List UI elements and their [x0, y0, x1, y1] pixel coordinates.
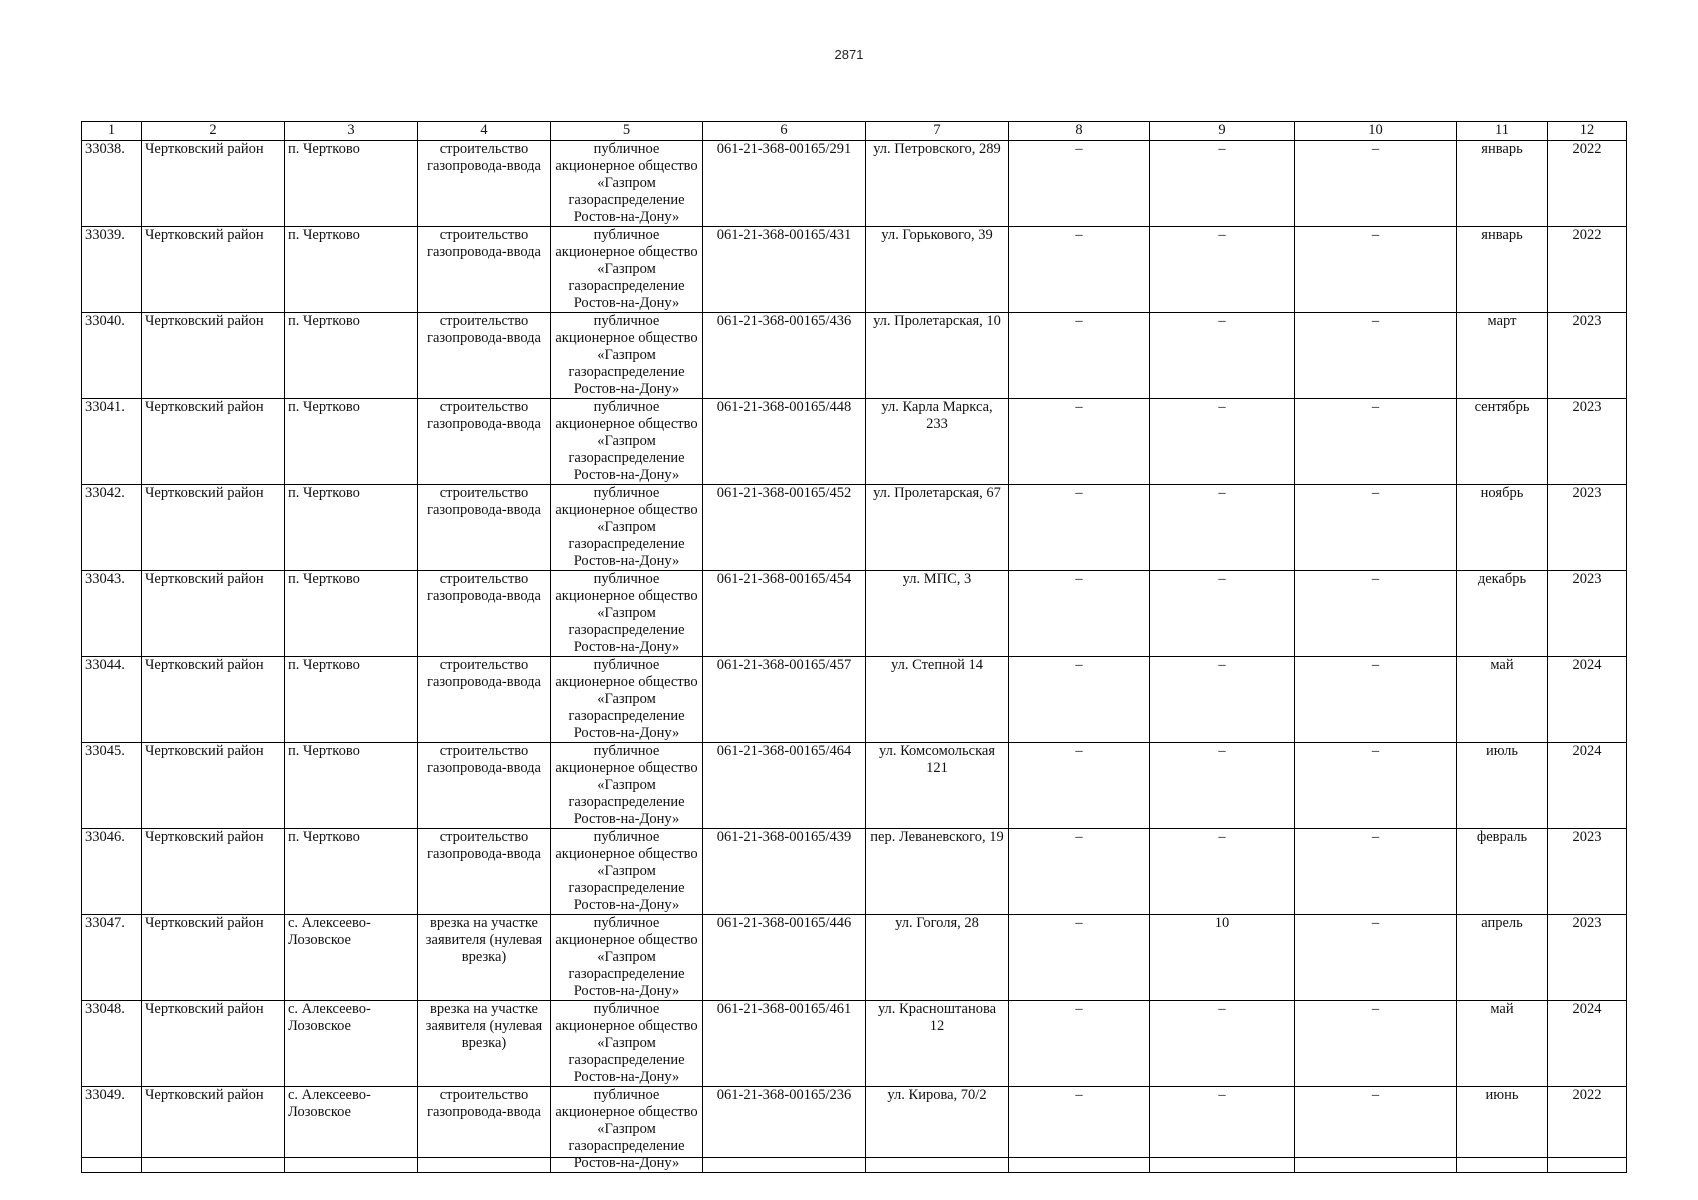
column-header-8: 8: [1009, 122, 1150, 141]
value-col-9-cell: –: [1150, 141, 1295, 227]
settlement-cell: с. Алексеево-Лозовское: [285, 1001, 418, 1087]
column-header-6: 6: [703, 122, 866, 141]
table-row: [82, 141, 1627, 227]
month-cell: июль: [1457, 743, 1548, 829]
year-cell: 2022: [1548, 227, 1627, 313]
registry-table-container: [81, 121, 1626, 1171]
district-cell: Чертковский район: [142, 829, 285, 915]
district-cell: Чертковский район: [142, 915, 285, 1001]
value-col-8-cell: –: [1009, 485, 1150, 571]
value-col-9-cell: –: [1150, 743, 1295, 829]
value-col-10-cell: –: [1295, 657, 1457, 743]
value-col-8-cell: –: [1009, 743, 1150, 829]
address-cell: ул. Красноштанова 12: [866, 1001, 1009, 1087]
organization-cell: публичное акционерное общество «Газпром газораспределение Ростов-на-Дону»: [551, 227, 703, 313]
organization-cell: публичное акционерное общество «Газпром газораспределение Ростов-на-Дону»: [551, 485, 703, 571]
settlement-cell: с. Алексеево-Лозовское: [285, 915, 418, 1001]
organization-cell: публичное акционерное общество «Газпром газораспределение Ростов-на-Дону»: [551, 399, 703, 485]
district-cell: Чертковский район: [142, 485, 285, 571]
table-body: [82, 141, 1627, 1173]
table-row: [82, 1087, 1627, 1173]
organization-cell: публичное акционерное общество «Газпром газораспределение Ростов-на-Дону»: [551, 1087, 703, 1173]
settlement-cell: п. Чертково: [285, 227, 418, 313]
year-cell: 2023: [1548, 571, 1627, 657]
value-col-10-cell: –: [1295, 485, 1457, 571]
row-number-cell: 33048.: [82, 1001, 142, 1087]
organization-cell: публичное акционерное общество «Газпром газораспределение Ростов-на-Дону»: [551, 657, 703, 743]
value-col-9-cell: –: [1150, 399, 1295, 485]
district-cell: Чертковский район: [142, 227, 285, 313]
work-type-cell: врезка на участке заявителя (нулевая врезка): [418, 1001, 551, 1087]
value-col-10-cell: –: [1295, 915, 1457, 1001]
month-cell: декабрь: [1457, 571, 1548, 657]
value-col-9-cell: –: [1150, 485, 1295, 571]
table-row: [82, 399, 1627, 485]
value-col-8-cell: –: [1009, 399, 1150, 485]
month-cell: апрель: [1457, 915, 1548, 1001]
organization-cell: публичное акционерное общество «Газпром газораспределение Ростов-на-Дону»: [551, 571, 703, 657]
value-col-8-cell: –: [1009, 141, 1150, 227]
settlement-cell: п. Чертково: [285, 141, 418, 227]
year-cell: 2023: [1548, 399, 1627, 485]
value-col-8-cell: –: [1009, 313, 1150, 399]
registration-number-cell: 061-21-368-00165/452: [703, 485, 866, 571]
month-cell: январь: [1457, 141, 1548, 227]
district-cell: Чертковский район: [142, 1087, 285, 1173]
district-cell: Чертковский район: [142, 743, 285, 829]
value-col-10-cell: –: [1295, 571, 1457, 657]
year-cell: 2023: [1548, 485, 1627, 571]
organization-cell: публичное акционерное общество «Газпром газораспределение Ростов-на-Дону»: [551, 915, 703, 1001]
registration-number-cell: 061-21-368-00165/439: [703, 829, 866, 915]
registration-number-cell: 061-21-368-00165/446: [703, 915, 866, 1001]
value-col-9-cell: –: [1150, 1001, 1295, 1087]
value-col-10-cell: –: [1295, 227, 1457, 313]
row-number-cell: 33043.: [82, 571, 142, 657]
month-cell: июнь: [1457, 1087, 1548, 1173]
table-row: [82, 1001, 1627, 1087]
address-cell: ул. МПС, 3: [866, 571, 1009, 657]
year-cell: 2024: [1548, 743, 1627, 829]
month-cell: февраль: [1457, 829, 1548, 915]
address-cell: ул. Пролетарская, 67: [866, 485, 1009, 571]
year-cell: 2024: [1548, 1001, 1627, 1087]
settlement-cell: п. Чертково: [285, 313, 418, 399]
settlement-cell: п. Чертково: [285, 571, 418, 657]
value-col-9-cell: –: [1150, 313, 1295, 399]
organization-cell: публичное акционерное общество «Газпром газораспределение Ростов-на-Дону»: [551, 141, 703, 227]
registration-number-cell: 061-21-368-00165/461: [703, 1001, 866, 1087]
work-type-cell: строительство газопровода-ввода: [418, 313, 551, 399]
value-col-9-cell: –: [1150, 657, 1295, 743]
address-cell: ул. Горькового, 39: [866, 227, 1009, 313]
district-cell: Чертковский район: [142, 399, 285, 485]
value-col-8-cell: –: [1009, 1001, 1150, 1087]
table-row: [82, 829, 1627, 915]
settlement-cell: п. Чертково: [285, 399, 418, 485]
registry-table: [81, 121, 1627, 1173]
value-col-10-cell: –: [1295, 1087, 1457, 1173]
column-header-1: 1: [82, 122, 142, 141]
work-type-cell: строительство газопровода-ввода: [418, 141, 551, 227]
district-cell: Чертковский район: [142, 657, 285, 743]
column-header-3: 3: [285, 122, 418, 141]
table-row: [82, 485, 1627, 571]
work-type-cell: строительство газопровода-ввода: [418, 657, 551, 743]
value-col-8-cell: –: [1009, 571, 1150, 657]
district-cell: Чертковский район: [142, 141, 285, 227]
year-cell: 2023: [1548, 313, 1627, 399]
table-row: [82, 227, 1627, 313]
value-col-9-cell: –: [1150, 227, 1295, 313]
address-cell: ул. Степной 14: [866, 657, 1009, 743]
registration-number-cell: 061-21-368-00165/436: [703, 313, 866, 399]
registration-number-cell: 061-21-368-00165/464: [703, 743, 866, 829]
address-cell: ул. Пролетарская, 10: [866, 313, 1009, 399]
address-cell: ул. Гоголя, 28: [866, 915, 1009, 1001]
settlement-cell: п. Чертково: [285, 657, 418, 743]
table-row: [82, 743, 1627, 829]
registration-number-cell: 061-21-368-00165/291: [703, 141, 866, 227]
registration-number-cell: 061-21-368-00165/454: [703, 571, 866, 657]
organization-cell: публичное акционерное общество «Газпром газораспределение Ростов-на-Дону»: [551, 313, 703, 399]
work-type-cell: строительство газопровода-ввода: [418, 485, 551, 571]
month-cell: ноябрь: [1457, 485, 1548, 571]
column-header-9: 9: [1150, 122, 1295, 141]
column-header-5: 5: [551, 122, 703, 141]
work-type-cell: строительство газопровода-ввода: [418, 743, 551, 829]
value-col-8-cell: –: [1009, 829, 1150, 915]
row-number-cell: 33045.: [82, 743, 142, 829]
registration-number-cell: 061-21-368-00165/448: [703, 399, 866, 485]
column-header-10: 10: [1295, 122, 1457, 141]
row-number-cell: 33047.: [82, 915, 142, 1001]
registration-number-cell: 061-21-368-00165/236: [703, 1087, 866, 1173]
month-cell: май: [1457, 1001, 1548, 1087]
registration-number-cell: 061-21-368-00165/457: [703, 657, 866, 743]
value-col-10-cell: –: [1295, 313, 1457, 399]
address-cell: ул. Кирова, 70/2: [866, 1087, 1009, 1173]
page-number: 2871: [834, 47, 864, 62]
year-cell: 2022: [1548, 1087, 1627, 1173]
year-cell: 2023: [1548, 829, 1627, 915]
row-number-cell: 33042.: [82, 485, 142, 571]
year-cell: 2023: [1548, 915, 1627, 1001]
row-number-cell: 33049.: [82, 1087, 142, 1173]
address-cell: ул. Петровского, 289: [866, 141, 1009, 227]
table-row: [82, 313, 1627, 399]
settlement-cell: п. Чертково: [285, 485, 418, 571]
work-type-cell: врезка на участке заявителя (нулевая врезка): [418, 915, 551, 1001]
value-col-8-cell: –: [1009, 227, 1150, 313]
row-number-cell: 33040.: [82, 313, 142, 399]
row-number-cell: 33041.: [82, 399, 142, 485]
district-cell: Чертковский район: [142, 571, 285, 657]
settlement-cell: с. Алексеево-Лозовское: [285, 1087, 418, 1173]
work-type-cell: строительство газопровода-ввода: [418, 399, 551, 485]
value-col-10-cell: –: [1295, 743, 1457, 829]
organization-cell: публичное акционерное общество «Газпром газораспределение Ростов-на-Дону»: [551, 829, 703, 915]
table-row: [82, 571, 1627, 657]
table-row: [82, 657, 1627, 743]
header-row: [82, 122, 1627, 141]
work-type-cell: строительство газопровода-ввода: [418, 227, 551, 313]
column-header-7: 7: [866, 122, 1009, 141]
value-col-9-cell: –: [1150, 829, 1295, 915]
column-header-2: 2: [142, 122, 285, 141]
settlement-cell: п. Чертково: [285, 829, 418, 915]
organization-cell: публичное акционерное общество «Газпром газораспределение Ростов-на-Дону»: [551, 1001, 703, 1087]
month-cell: март: [1457, 313, 1548, 399]
table-row: [82, 915, 1627, 1001]
column-header-12: 12: [1548, 122, 1627, 141]
value-col-8-cell: –: [1009, 915, 1150, 1001]
address-cell: ул. Карла Маркса, 233: [866, 399, 1009, 485]
row-number-cell: 33044.: [82, 657, 142, 743]
value-col-8-cell: –: [1009, 1087, 1150, 1173]
month-cell: январь: [1457, 227, 1548, 313]
value-col-8-cell: –: [1009, 657, 1150, 743]
year-cell: 2024: [1548, 657, 1627, 743]
value-col-10-cell: –: [1295, 399, 1457, 485]
work-type-cell: строительство газопровода-ввода: [418, 829, 551, 915]
work-type-cell: строительство газопровода-ввода: [418, 1087, 551, 1173]
year-cell: 2022: [1548, 141, 1627, 227]
value-col-9-cell: –: [1150, 571, 1295, 657]
column-header-11: 11: [1457, 122, 1548, 141]
address-cell: ул. Комсомольская 121: [866, 743, 1009, 829]
column-header-4: 4: [418, 122, 551, 141]
month-cell: сентябрь: [1457, 399, 1548, 485]
value-col-10-cell: –: [1295, 1001, 1457, 1087]
value-col-9-cell: –: [1150, 1087, 1295, 1173]
organization-cell: публичное акционерное общество «Газпром газораспределение Ростов-на-Дону»: [551, 743, 703, 829]
value-col-9-cell: 10: [1150, 915, 1295, 1001]
district-cell: Чертковский район: [142, 313, 285, 399]
month-cell: май: [1457, 657, 1548, 743]
value-col-10-cell: –: [1295, 141, 1457, 227]
row-number-cell: 33038.: [82, 141, 142, 227]
row-number-cell: 33046.: [82, 829, 142, 915]
district-cell: Чертковский район: [142, 1001, 285, 1087]
value-col-10-cell: –: [1295, 829, 1457, 915]
settlement-cell: п. Чертково: [285, 743, 418, 829]
address-cell: пер. Леваневского, 19: [866, 829, 1009, 915]
registration-number-cell: 061-21-368-00165/431: [703, 227, 866, 313]
work-type-cell: строительство газопровода-ввода: [418, 571, 551, 657]
row-number-cell: 33039.: [82, 227, 142, 313]
